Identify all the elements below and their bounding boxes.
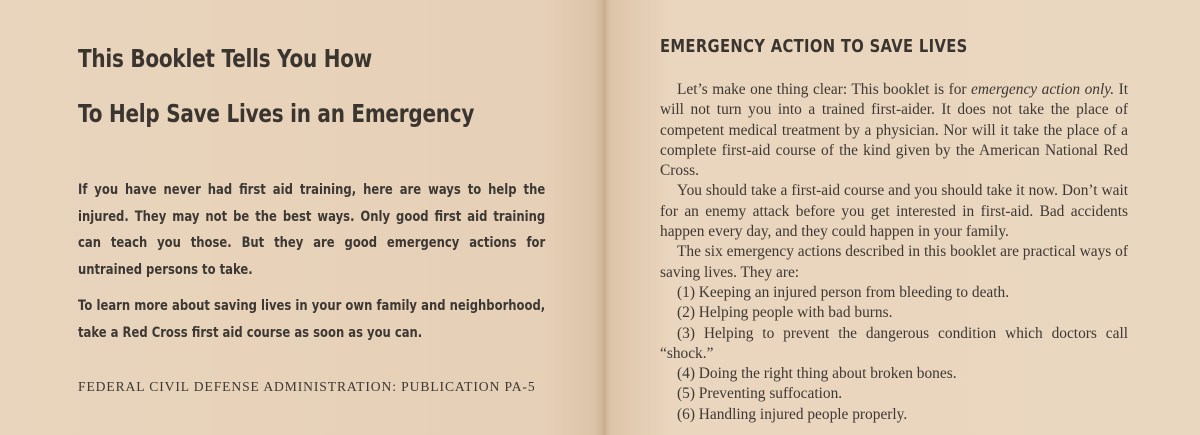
headline-line-2: To Help Save Lives in an Emergency (78, 99, 475, 128)
section-body (660, 80, 1128, 425)
list-item: (5) Preventing suffocation. (677, 385, 843, 403)
body-paragraph-2: You should take a first-aid course and you should take it now. Don’t wait for an enemy attack before you get interested in first-aid. Bad accidents happen every day, and they could happen in your family. (660, 182, 1128, 241)
red-cross-paragraph: To learn more about saving lives in your own family and neighborhood, take a Red Cross first aid course as soon as you can. (78, 298, 546, 341)
body-paragraph-1 (660, 80, 1128, 181)
p1-emphasis: emergency action only. (971, 81, 1115, 98)
list-item: (6) Handling injured people properly. (677, 405, 908, 423)
headline-line-1: This Booklet Tells You How (78, 44, 373, 73)
body-paragraph-3: The six emergency actions described in this booklet are practical ways of saving lives. They are: (660, 243, 1128, 281)
publication-imprint: FEDERAL CIVIL DEFENSE ADMINISTRATION: PUBLICATION PA-5 (78, 379, 536, 394)
p1-start: Let’s make one thing clear: This booklet is for (677, 81, 972, 98)
list-item: (3) Helping to prevent the dangerous condition which doctors call “shock.” (660, 324, 1128, 362)
list-item: (1) Keeping an injured person from bleeding to death. (677, 283, 1010, 301)
list-item: (4) Doing the right thing about broken bones. (677, 365, 957, 383)
section-title: EMERGENCY ACTION TO SAVE LIVES (660, 36, 968, 57)
emergency-actions-list (660, 283, 1128, 425)
right-page (606, 0, 1200, 435)
intro-paragraph: If you have never had first aid training, here are ways to help the injured. They may not be the best ways. Only good first aid training can teach you those. But they are good emergency actions for untrained persons to take. (78, 182, 546, 278)
list-item: (2) Helping people with bad burns. (677, 304, 893, 322)
p1-end: It will not turn you into a trained first-aider. It does not take the place of competent medical treatment by a physician. Nor will it take the place of a complete first-aid course of the kind given by the American National Red Cross. (660, 81, 1128, 180)
